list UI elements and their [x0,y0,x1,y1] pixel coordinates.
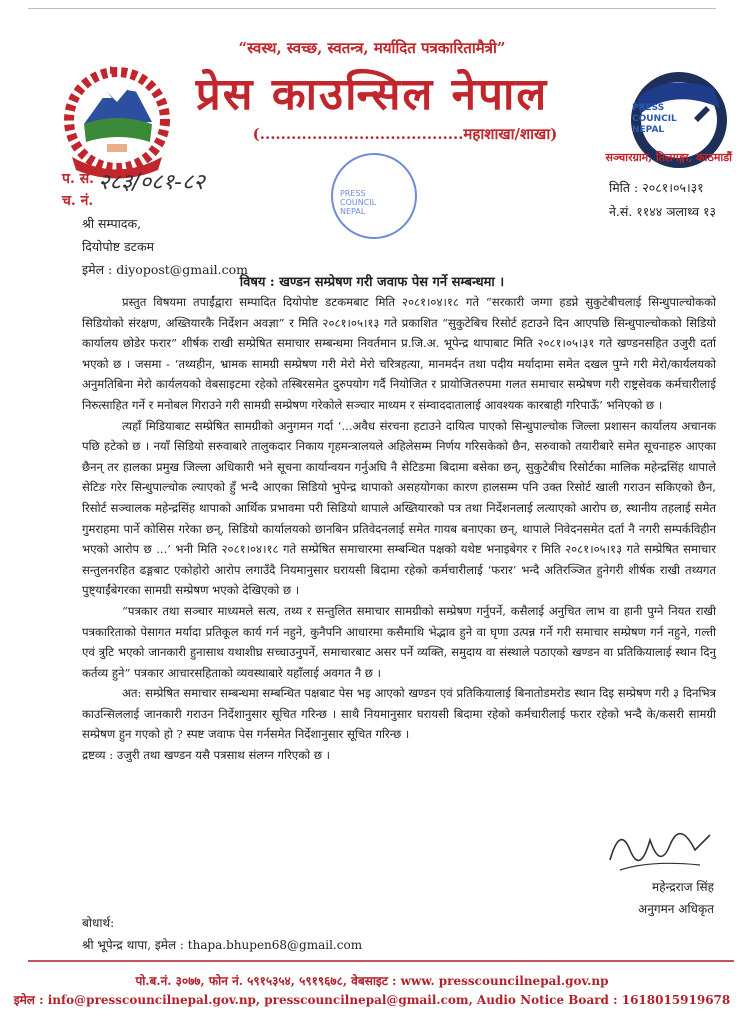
svg-text:COUNCIL: COUNCIL [632,114,677,124]
reference-labels [62,168,94,212]
date-ns: ने.सं. ११४४ ञलाथ्व १३ [608,204,716,219]
cc-label: बोधार्थ: [82,916,115,930]
tagline: “स्वस्थ, स्वच्छ, स्वतन्त्र, मर्यादित पत्रकारितामैत्री” [238,39,506,57]
ps-label: प. सं. [62,171,95,187]
paragraph: “पत्रकार तथा सञ्चार माध्यमले सत्य, तथ्य र सन्तुलित समाचार सामग्रीको सम्प्रेषण गर्नुपर्ने, कसैलाई अनुचित लाभ वा हानी पुग्ने नियत राखी पत्रकारिताको पेसागत मर्यादा प्रतिकूल कार्य गर्न नहुने, कुनैपनि आधारमा कसैमाथि भेद्भाव हुने वा घृणा उत्पन्न गर्ने गरी समाचार सम्प्रेषण गर्न नहुने, गल्ती एवं त्रुटि भएको जानकारी हुनासाथ यथाशीघ्र सच्चाउनुपर्ने, समाचारबाट असर पर्ने व्यक्ति, समुदाय वा संस्थाले पठाएको खण्डन वा प्रतिकियालाई स्थान दिनु कर्तव्य हुने” पत्रकार आचारसहिताको व्यवस्थाबारे यहाँलाई अवगत नै छ । [82,603,716,680]
date-block [609,176,716,224]
addressee-email: इमेल : diyopost@gmail.com [82,262,248,277]
footer-email: इमेल : info@presscouncilnepal.gov.np, presscouncilnepal@gmail.com, Audio Notice Board : 1618015919678 [13,993,731,1007]
cc-recipient: श्री भूपेन्द्र थापा, इमेल : thapa.bhupen68@gmail.com [82,938,363,952]
signature-icon [600,820,718,880]
note-line: द्रष्टव्य : उजुरी तथा खण्डन यसै पत्रसाथ संलग्न गरिएको छ । [82,748,331,763]
svg-text:PRESS: PRESS [340,189,366,198]
signatory-designation: अनुगमन अधिकृत [638,902,714,916]
svg-text:COUNCIL: COUNCIL [340,198,377,207]
svg-text:NEPAL: NEPAL [632,125,665,135]
signatory-block [638,876,714,920]
handwritten-reference-number: २८३/०८१-८२ [98,170,205,195]
office-stamp-icon [328,150,420,242]
addressee-org: दियोपोष्ट डटकम [82,239,155,254]
office-address: सञ्चारग्राम, तिलगङ्गा, काठमाडौं [605,151,732,164]
cc-block [82,912,362,956]
addressee-title: श्री सम्पादक, [82,216,142,231]
subject-line: विषय : खण्डन सम्प्रेषण गरी जवाफ पेस गर्ने सम्बन्धमा । [239,275,505,290]
svg-text:PRESS: PRESS [632,103,665,113]
footer-divider [28,960,734,962]
paragraph: प्रस्तुत विषयमा तपाईंद्वारा सम्पादित दियोपोष्ट डटकमबाट मिति २०८१।०४।१८ गते “सरकारी जग्गा हडप्ने सुकुटेबीचलाई सिन्धुपाल्चोकको सिडियोको संरक्षण, अख्तियारकै निर्देशन अवज्ञा” र मिति २०८१।०५।१३ गते प्रकाशित “सुकुटेबिच रिसोर्ट हटाउने दिन आएपछि सिन्धुपाल्चोकको सिडियो कार्यालय छोडेर फरार” शीर्षक राखी सम्प्रेषित समाचार सम्बन्धमा निवर्तमान प्र.जि.अ. भूपेन्द्र थापाबाट मिति २०८१।०५।३१ गते खण्डनसहित उजुरी दर्ता भएको छ । जसमा - ‘तथ्यहीन, भ्रामक सामग्री सम्प्रेषण गरी मेरो मेरो चरित्रहत्या, मानमर्दन तथा पदीय मर्यादामा समेत दखल पुग्ने गरी मेरो/कार्यलयको अनुमतिबिना मेरो कार्यलयको वेबसाइटमा रहेको तस्बिरसमेत दुरुपयोग गर्दै नियोजित र प्रायोजितरुपमा गलत समाचार सम्प्रेषण गरी राष्ट्रसेवक कर्मचारीलाई निरुत्साहित गर्ने र मनोबल गिराउने गरी सामग्री सम्प्रेषण गरेकोले सञ्चार माध्यम र संम्वाददातालाई आवश्यक कारबाही गरिपाऊँ’ भनिएको छ । [82,295,716,412]
paragraph: त्यहाँ मिडियाबाट सम्प्रेषित सामग्रीको अनुगमन गर्दा ‘...अवैध संरचना हटाउने दायित्व पाएको सिन्धुपाल्चोक जिल्ला प्रशासन कार्यालय अचानक पछि हटेको छ । नयाँ सिडियो सरुवाबारे तालुकदार निकाय गृहमन्त्रालयले अहिलेसम्म निर्णय गरिसकेको छैन, सरुवाको तयारीबारे समेत सूचनाहरु आएका छैनन् तर हालका प्रमुख जिल्ला अधिकारी भने सूचना कार्यान्वयन गर्नुअघि नै सेटिङमा बिदामा बसेका छन्, सुकुटेबीच रिसोर्टका मालिक महेन्द्रसिंह थापाले सेटिङ गरेर सिन्धुपाल्चोक ल्याएको हुँ भन्दै आएका सिडियो भुपेन्द्र थापाको असहयोगका कारण हालसम्म पनि उक्त रिसोर्ट खाली गराउन सकिएको छैन, रिसोर्ट सञ्चालक महेन्द्रसिंह थापाको आर्थिक प्रभावमा परी सिडियो थापाले अख्तियारको पत्र तथा निर्देशनलाई लत्याएको आरोप छ, स्थानीय तहलाई समेत गुमराहमा पार्ने कोसिस गरेका छन्, सिडियो कार्यालयको छानबिन प्रतिवेदनलाई समेत गायब बनाएका छन्, थापाले निवेदनसमेत दर्ता नै नगरी सम्पर्कविहीन भएको आरोप छ ...’ भनी मिति २०८१।०४।१८ गते सम्प्रेषित समाचारमा सम्बन्धित पक्षको यथेष्ट भनाइबेगर र मिति २०८१।०५।१३ गते सम्प्रेषित समाचार सन्तुलनरहित ढङ्गबाट एकोहोरो आरोप लगाउँदै नियमानुसार घरायसी बिदामा रहेको कर्मचारीलाई ‘फरार’ भन्दै अतिरञ्जित हुनेगरी शीर्षक राखी तथ्यगत पुष्ट्याईंबेगरका सामग्री सम्प्रेषण भएको देखिएको छ । [82,418,716,598]
addressee-block [82,212,248,281]
footer [0,972,744,1010]
cn-label: च. नं. [62,193,94,209]
top-border [28,8,716,9]
signatory-name: महेन्द्रराज सिंह [652,880,714,894]
svg-text:NEPAL: NEPAL [340,207,366,216]
footer-contact: पो.ब.नं. ३०७७, फोन नं. ५९१५३५४, ५९१९६७८, वेबसाइट : www. presscouncilnepal.gov.np [135,974,609,988]
division-line: (.......................................महाशाखा/शाखा) [252,125,558,143]
paragraph: अत: सम्प्रेषित समाचार सम्बन्धमा सम्बन्धित पक्षबाट पेस भइ आएको खण्डन एवं प्रतिकियालाई बिनातोडमरोड स्थान दिइ सम्प्रेषण गरी ३ दिनभित्र काउन्सिललाई जानकारी गराउन निर्देशानुसार सूचित गरिन्छ । साथै नियमानुसार घरायसी बिदामा रहेको कर्मचारीलाई फरार रहेको भन्दै के/कसरी सामग्री सम्प्रेषण हुन गएको हो ? स्पष्ट जवाफ पेस गर्नसमेत निर्देशानुसार सूचित गरिन्छ । [82,686,716,742]
organization-title: प्रेस काउन्सिल नेपाल [195,69,549,120]
letter-body [82,292,716,766]
date-bs: मिति : २०८१।०५।३१ [608,180,704,195]
